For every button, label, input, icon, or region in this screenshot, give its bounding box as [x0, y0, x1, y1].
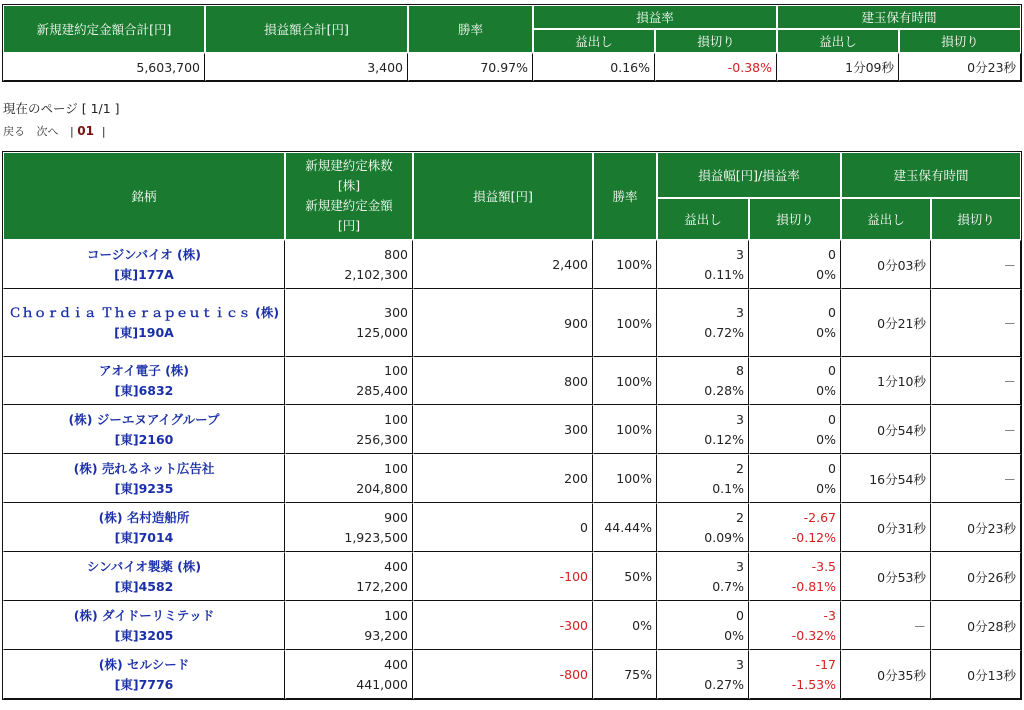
hold-profit-value: 0分35秒	[841, 650, 931, 699]
detail-table	[2, 151, 1022, 700]
header-hold-time: 建玉保有時間	[777, 5, 1021, 29]
loss-rate: 0%	[816, 325, 836, 340]
shares-amount-cell	[285, 503, 413, 552]
header-pl: 損益額[円]	[413, 152, 593, 240]
loss-width: 0	[828, 460, 836, 476]
back-link[interactable]: 戻る	[3, 125, 25, 138]
stock-name[interactable]: (株) ジーエヌアイグループ	[68, 411, 220, 427]
summary-pl-rate-loss: -0.38%	[655, 53, 777, 81]
profit-rate: 0.27%	[704, 676, 744, 692]
table-row	[3, 454, 1021, 503]
profit-width: 3	[736, 305, 744, 320]
loss-rate: -0.81%	[791, 578, 836, 594]
amount-value: 93,200	[364, 627, 408, 643]
shares-amount-cell	[285, 650, 413, 699]
shares-amount-cell	[285, 552, 413, 601]
shares-amount-cell	[285, 601, 413, 650]
profit-cell	[657, 289, 749, 357]
hold-loss-value: －	[931, 289, 1021, 357]
stock-name-cell	[3, 357, 285, 405]
stock-code[interactable]: [東]6832	[114, 383, 174, 398]
profit-rate: 0.7%	[712, 578, 744, 594]
shares-value: 800	[384, 246, 408, 262]
loss-cell	[749, 503, 841, 552]
stock-name[interactable]: (株) ダイドーリミテッド	[73, 607, 215, 623]
win-rate-value: 100%	[593, 405, 657, 454]
pl-value: 900	[413, 289, 593, 357]
stock-code[interactable]: [東]4582	[114, 578, 174, 594]
loss-rate: -0.32%	[791, 627, 836, 643]
profit-cell	[657, 503, 749, 552]
hold-profit-value: 16分54秒	[841, 454, 931, 503]
table-row	[3, 650, 1021, 699]
header-pl-rate: 損益率	[533, 5, 777, 29]
stock-name-cell	[3, 289, 285, 357]
stock-name[interactable]: (株) セルシード	[98, 656, 190, 672]
stock-name-cell	[3, 552, 285, 601]
pl-value: 300	[413, 405, 593, 454]
win-rate-value: 100%	[593, 357, 657, 405]
header-hold-loss: 損切り	[899, 29, 1021, 53]
table-row	[3, 503, 1021, 552]
hold-profit-value: 0分53秒	[841, 552, 931, 601]
profit-width: 2	[736, 460, 744, 476]
header-pl-rate-profit: 益出し	[533, 29, 655, 53]
profit-width: 3	[736, 246, 744, 262]
header-pl-width: 損益幅[円]/損益率	[657, 152, 841, 198]
stock-code[interactable]: [東]9235	[114, 480, 174, 496]
profit-cell	[657, 240, 749, 289]
hold-loss-value: 0分23秒	[931, 503, 1021, 552]
hold-loss-value: 0分28秒	[931, 601, 1021, 650]
win-rate-value: 100%	[593, 240, 657, 289]
loss-rate: 0%	[816, 431, 836, 447]
header-hold-time: 建玉保有時間	[841, 152, 1021, 198]
hold-profit-value: 0分31秒	[841, 503, 931, 552]
stock-name[interactable]: (株) 名村造船所	[98, 509, 190, 525]
loss-cell	[749, 405, 841, 454]
loss-rate: -1.53%	[791, 676, 836, 692]
header-shares-amount	[285, 152, 413, 240]
win-rate-value: 0%	[593, 601, 657, 650]
pager-nav: 戻る 次へ | 01 |	[3, 124, 106, 138]
loss-width: 0	[828, 411, 836, 427]
summary-total-pl: 3,400	[205, 53, 408, 81]
win-rate-value: 50%	[593, 552, 657, 601]
profit-cell	[657, 650, 749, 699]
stock-name[interactable]: コージンバイオ (株)	[87, 246, 201, 262]
header-shares-l1: 新規建約定株数	[305, 158, 393, 173]
pl-value: -800	[413, 650, 593, 699]
profit-cell	[657, 552, 749, 601]
header-loss: 損切り	[749, 198, 841, 240]
table-row	[3, 357, 1021, 405]
header-amount-l2: [円]	[337, 218, 361, 233]
loss-cell	[749, 601, 841, 650]
loss-cell	[749, 552, 841, 601]
shares-value: 100	[384, 460, 408, 476]
shares-value: 400	[384, 656, 408, 672]
amount-value: 125,000	[356, 325, 408, 340]
win-rate-value: 100%	[593, 289, 657, 357]
shares-amount-cell	[285, 240, 413, 289]
stock-name-cell	[3, 240, 285, 289]
stock-name-cell	[3, 650, 285, 699]
loss-width: 0	[828, 246, 836, 262]
loss-width: -17	[815, 656, 836, 672]
profit-rate: 0.28%	[704, 383, 744, 398]
stock-name[interactable]: シンバイオ製薬 (株)	[86, 558, 202, 574]
table-row	[3, 289, 1021, 357]
shares-amount-cell	[285, 289, 413, 357]
profit-rate: 0.12%	[704, 431, 744, 447]
profit-width: 2	[736, 509, 744, 525]
loss-rate: 0%	[816, 266, 836, 282]
stock-name-cell	[3, 503, 285, 552]
loss-width: 0	[828, 305, 836, 320]
header-shares-l2: [株]	[337, 178, 361, 193]
summary-pl-rate-profit: 0.16%	[533, 53, 655, 81]
hold-loss-value: －	[931, 405, 1021, 454]
stock-name-cell	[3, 405, 285, 454]
amount-value: 172,200	[356, 578, 408, 594]
hold-loss-value: －	[931, 454, 1021, 503]
profit-width: 3	[736, 411, 744, 427]
table-row	[3, 240, 1021, 289]
profit-rate: 0.72%	[704, 325, 744, 340]
table-row	[3, 552, 1021, 601]
loss-rate: 0%	[816, 480, 836, 496]
stock-code[interactable]: [東]177A	[114, 266, 174, 282]
profit-width: 0	[736, 607, 744, 623]
header-win-rate: 勝率	[593, 152, 657, 240]
pl-value: 0	[413, 503, 593, 552]
profit-rate: 0.1%	[712, 480, 744, 496]
page-indicator: 現在のページ [ 1/1 ]	[3, 101, 120, 116]
header-amount-l1: 新規建約定金額	[305, 198, 393, 213]
page-link-01[interactable]: 01	[77, 124, 94, 138]
header-total-amount: 新規建約定金額合計[円]	[3, 5, 205, 53]
loss-width: -3.5	[811, 558, 836, 574]
amount-value: 204,800	[356, 480, 408, 496]
hold-loss-value: 0分13秒	[931, 650, 1021, 699]
header-name: 銘柄	[3, 152, 285, 240]
loss-rate: 0%	[816, 383, 836, 398]
header-hold-profit: 益出し	[841, 198, 931, 240]
pl-value: -300	[413, 601, 593, 650]
hold-profit-value: 0分21秒	[841, 289, 931, 357]
profit-cell	[657, 601, 749, 650]
stock-code[interactable]: [東]7776	[114, 676, 174, 692]
summary-hold-profit: 1分09秒	[777, 53, 899, 81]
summary-win-rate: 70.97%	[408, 53, 533, 81]
hold-loss-value: 0分26秒	[931, 552, 1021, 601]
loss-cell	[749, 240, 841, 289]
pl-value: 2,400	[413, 240, 593, 289]
summary-table	[2, 4, 1022, 82]
next-link[interactable]: 次へ	[36, 125, 59, 138]
loss-cell	[749, 650, 841, 699]
shares-value: 400	[384, 558, 408, 574]
header-win-rate: 勝率	[408, 5, 533, 53]
win-rate-value: 100%	[593, 454, 657, 503]
summary-total-amount: 5,603,700	[3, 53, 205, 81]
profit-cell	[657, 405, 749, 454]
hold-loss-value: －	[931, 357, 1021, 405]
loss-cell	[749, 289, 841, 357]
profit-rate: 0.09%	[704, 529, 744, 545]
loss-width: 0	[828, 363, 836, 378]
shares-amount-cell	[285, 454, 413, 503]
profit-width: 3	[736, 656, 744, 672]
profit-rate: 0%	[724, 627, 744, 643]
profit-rate: 0.11%	[704, 266, 744, 282]
profit-cell	[657, 357, 749, 405]
loss-width: -3	[823, 607, 836, 623]
summary-hold-loss: 0分23秒	[899, 53, 1021, 81]
hold-loss-value: －	[931, 240, 1021, 289]
stock-name[interactable]: アオイ電子 (株)	[98, 363, 190, 378]
shares-value: 100	[384, 411, 408, 427]
loss-rate: -0.12%	[791, 529, 836, 545]
loss-cell	[749, 454, 841, 503]
pl-value: 200	[413, 454, 593, 503]
stock-name[interactable]: Ｃｈｏｒｄｉａ Ｔｈｅｒａｐｅｕｔｉｃｓ (株)	[8, 305, 280, 320]
stock-code[interactable]: [東]7014	[114, 529, 174, 545]
header-total-pl: 損益額合計[円]	[205, 5, 408, 53]
stock-code[interactable]: [東]190A	[114, 325, 174, 340]
header-pl-rate-loss: 損切り	[655, 29, 777, 53]
shares-value: 900	[384, 509, 408, 525]
profit-width: 8	[736, 363, 744, 378]
stock-code[interactable]: [東]3205	[114, 627, 174, 643]
profit-width: 3	[736, 558, 744, 574]
table-row	[3, 405, 1021, 454]
shares-value: 100	[384, 363, 408, 378]
pl-value: -100	[413, 552, 593, 601]
amount-value: 2,102,300	[344, 266, 408, 282]
shares-amount-cell	[285, 357, 413, 405]
amount-value: 1,923,500	[344, 529, 408, 545]
hold-profit-value: 0分54秒	[841, 405, 931, 454]
profit-cell	[657, 454, 749, 503]
hold-profit-value: －	[841, 601, 931, 650]
header-profit: 益出し	[657, 198, 749, 240]
stock-code[interactable]: [東]2160	[114, 431, 174, 447]
pager-separator: |	[70, 125, 74, 138]
stock-name[interactable]: (株) 売れるネット広告社	[73, 460, 215, 476]
stock-name-cell	[3, 601, 285, 650]
shares-value: 300	[384, 305, 408, 320]
hold-profit-value: 0分03秒	[841, 240, 931, 289]
stock-name-cell	[3, 454, 285, 503]
win-rate-value: 44.44%	[593, 503, 657, 552]
hold-profit-value: 1分10秒	[841, 357, 931, 405]
pl-value: 800	[413, 357, 593, 405]
shares-amount-cell	[285, 405, 413, 454]
loss-width: -2.67	[803, 509, 836, 525]
header-hold-loss: 損切り	[931, 198, 1021, 240]
amount-value: 285,400	[356, 383, 408, 398]
table-row	[3, 601, 1021, 650]
amount-value: 441,000	[356, 676, 408, 692]
header-hold-profit: 益出し	[777, 29, 899, 53]
amount-value: 256,300	[356, 431, 408, 447]
loss-cell	[749, 357, 841, 405]
win-rate-value: 75%	[593, 650, 657, 699]
shares-value: 100	[384, 607, 408, 623]
